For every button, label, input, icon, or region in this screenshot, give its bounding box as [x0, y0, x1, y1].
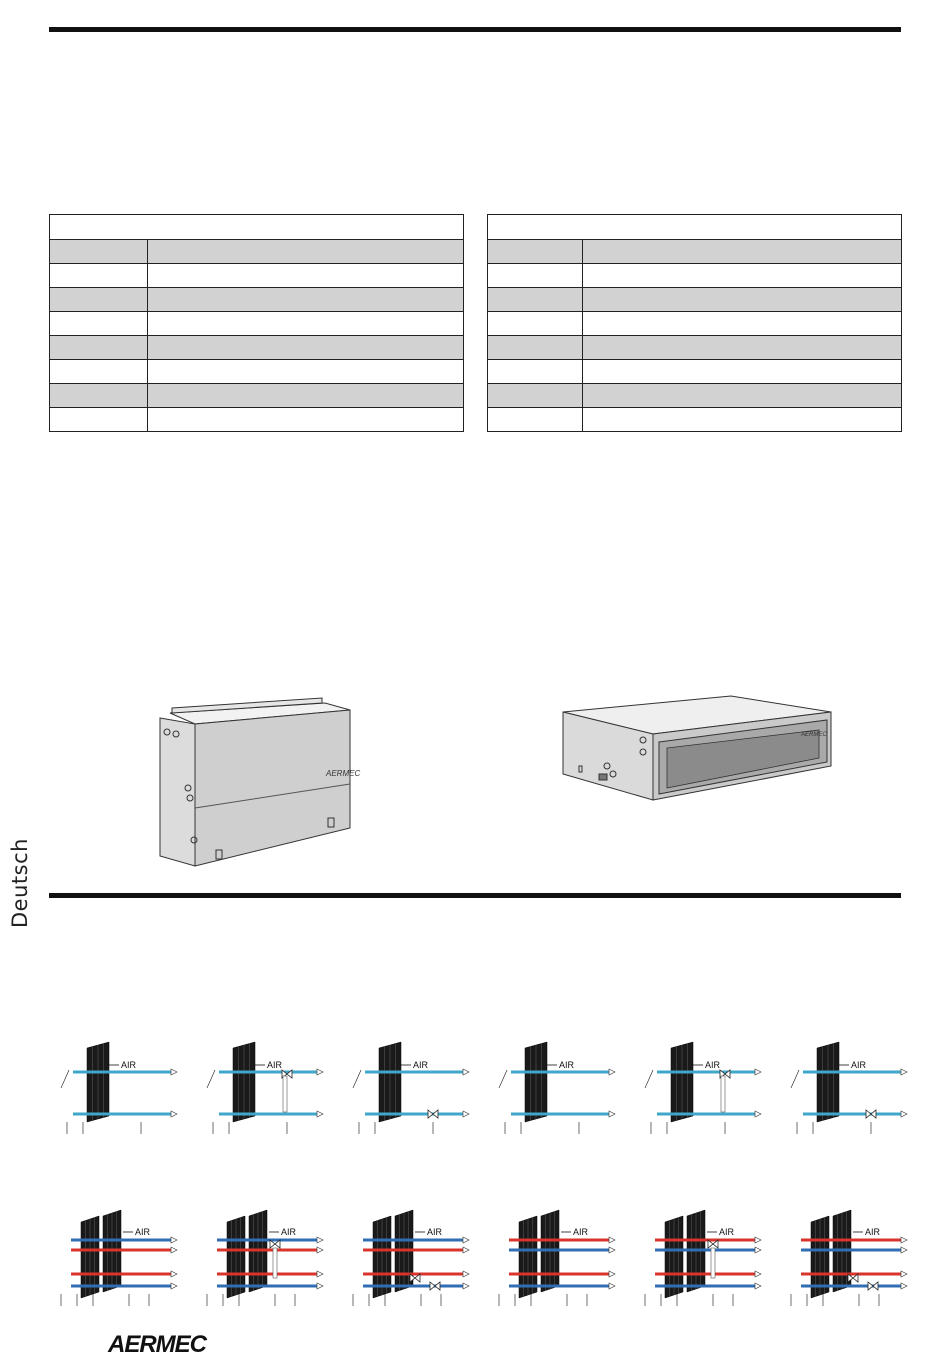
- diagram-2-pipe-3-way-valve: [207, 1042, 323, 1134]
- air-label: AIR: [559, 1060, 575, 1070]
- table-cell: [148, 336, 464, 360]
- table-cell: [583, 288, 902, 312]
- table-cell: [488, 264, 583, 288]
- table-cell: [50, 360, 148, 384]
- table-cell: [583, 336, 902, 360]
- diagram-2-pipe-3-way: [645, 1042, 761, 1134]
- table-cell: [148, 312, 464, 336]
- table-cell: [583, 384, 902, 408]
- table-cell: [148, 240, 464, 264]
- diagram-4-pipe: [61, 1210, 177, 1306]
- table-cell: [583, 360, 902, 384]
- table-cell: [583, 312, 902, 336]
- air-label: AIR: [135, 1227, 151, 1237]
- aermec-logo: AERMEC: [108, 1331, 207, 1358]
- diagram-4-pipe-2-way: [791, 1210, 907, 1306]
- diagram-2-pipe: [61, 1042, 177, 1134]
- table-cell: [50, 408, 148, 432]
- diagram-4-pipe-3-way-valve: [207, 1210, 323, 1306]
- hydraulic-diagrams: [49, 1030, 911, 1315]
- table-cell: [583, 240, 902, 264]
- unit-brand-mark: AERMEC: [801, 732, 827, 738]
- air-label: AIR: [573, 1227, 589, 1237]
- table-cell: [148, 264, 464, 288]
- language-tab: Deutsch: [8, 838, 32, 928]
- table-cell: [488, 360, 583, 384]
- table-cell: [583, 408, 902, 432]
- air-label: AIR: [705, 1060, 721, 1070]
- table-cell: [50, 384, 148, 408]
- diagram-2-pipe-plain: [499, 1042, 615, 1134]
- horizontal-unit-illustration: [555, 690, 837, 802]
- table-cell: [488, 288, 583, 312]
- table-cell: [50, 288, 148, 312]
- table-cell: [488, 336, 583, 360]
- table-cell: [583, 264, 902, 288]
- table-cell: [148, 360, 464, 384]
- diagram-4-pipe-3-way: [645, 1210, 761, 1306]
- table-header: [50, 215, 464, 240]
- air-label: AIR: [281, 1227, 297, 1237]
- air-label: AIR: [719, 1227, 735, 1237]
- table-cell: [488, 408, 583, 432]
- diagram-4-pipe-2-way-valve: [353, 1210, 469, 1306]
- vertical-unit-illustration: [150, 688, 365, 870]
- middle-rule: [49, 893, 901, 898]
- diagram-2-pipe-2-way: [791, 1042, 907, 1134]
- air-label: AIR: [267, 1060, 283, 1070]
- unit-brand-mark: AERMEC: [326, 769, 361, 778]
- table-cell: [488, 312, 583, 336]
- top-rule: [49, 27, 901, 32]
- table-cell: [50, 240, 148, 264]
- diagram-2-pipe-2-way-valve: [353, 1042, 469, 1134]
- diagram-4-pipe-plain: [499, 1210, 615, 1306]
- air-label: AIR: [427, 1227, 443, 1237]
- air-label: AIR: [865, 1227, 881, 1237]
- table-cell: [148, 384, 464, 408]
- table-cell: [488, 384, 583, 408]
- spec-table-right: [487, 214, 902, 432]
- table-cell: [50, 264, 148, 288]
- table-cell: [148, 288, 464, 312]
- spec-table-left: [49, 214, 464, 432]
- air-label: AIR: [851, 1060, 867, 1070]
- table-cell: [50, 336, 148, 360]
- air-label: AIR: [121, 1060, 137, 1070]
- table-cell: [148, 408, 464, 432]
- table-cell: [50, 312, 148, 336]
- table-cell: [488, 240, 583, 264]
- table-header: [488, 215, 902, 240]
- air-label: AIR: [413, 1060, 429, 1070]
